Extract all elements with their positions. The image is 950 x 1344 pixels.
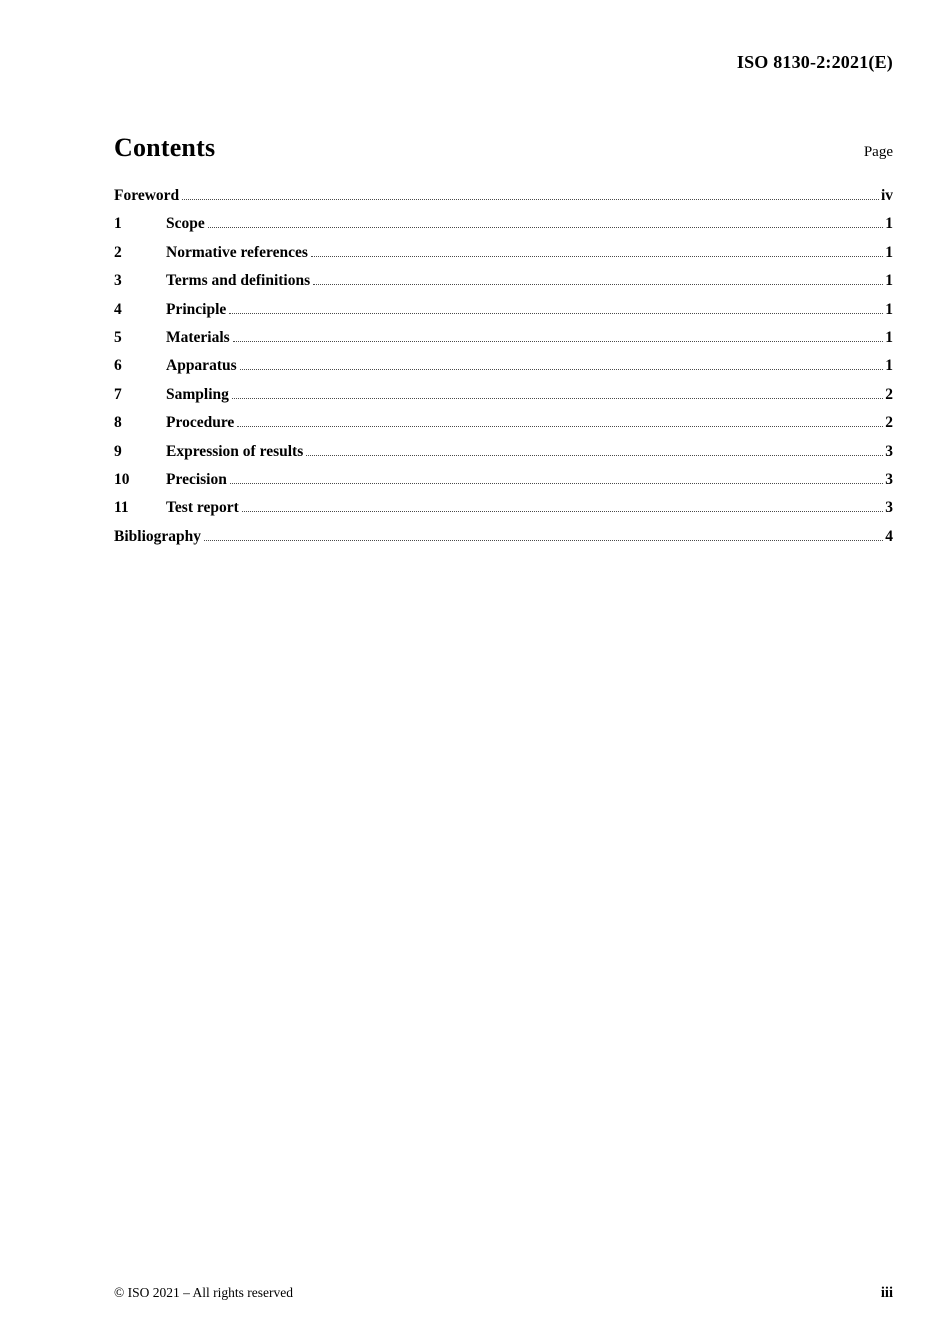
dot-leader [182,199,879,200]
dot-leader [232,398,883,399]
toc-entry-number: 1 [114,215,122,233]
toc-entry-sampling[interactable] [114,386,893,414]
toc-entry-number: 5 [114,328,122,346]
toc-entry-number: 4 [114,300,122,318]
dot-leader [208,227,884,228]
toc-entry-page: 2 [885,414,893,432]
toc-entry-scope[interactable] [114,215,893,243]
toc-entry-page: 1 [885,300,893,318]
toc-entry-bibliography[interactable] [114,528,893,556]
toc-entry-page: 1 [885,243,893,261]
dot-leader [240,369,884,370]
toc-entry-principle[interactable] [114,301,893,329]
toc-entry-materials[interactable] [114,329,893,357]
dot-leader [204,540,883,541]
document-footer [114,1285,893,1302]
copyright-notice: © ISO 2021 – All rights reserved [114,1285,293,1300]
dot-leader [230,483,883,484]
toc-entry-title: Apparatus [166,357,237,375]
toc-entry-title: Materials [166,328,230,346]
toc-entry-page: 1 [885,328,893,346]
contents-title: Contents [114,133,216,162]
toc-entry-number: 7 [114,385,122,403]
document-code-header: ISO 8130-2:2021(E) [736,52,893,72]
dot-leader [313,284,883,285]
toc-entry-title: Terms and definitions [166,272,311,290]
toc-entry-page: 4 [885,527,893,545]
dot-leader [229,313,883,314]
dot-leader [233,341,884,342]
folio-page-number: iii [880,1285,893,1301]
toc-entry-number: 3 [114,272,122,290]
toc-entry-normative-references[interactable] [114,244,893,272]
toc-entry-number: 6 [114,357,122,375]
toc-entry-title: Sampling [166,385,229,403]
toc-entry-title: Precision [166,470,227,488]
dot-leader [237,426,883,427]
toc-entry-page: 2 [885,385,893,403]
dot-leader [311,256,883,257]
toc-entry-expression-of-results[interactable] [114,443,893,471]
toc-entry-number: 2 [114,243,122,261]
toc-entry-title: Bibliography [114,527,201,545]
toc-entry-test-report[interactable] [114,499,893,527]
toc-entry-page: 3 [885,442,893,460]
contents-header-bar [114,133,893,163]
toc-entry-number: 8 [114,414,122,432]
toc-entry-page: 1 [885,272,893,290]
dot-leader [306,455,883,456]
toc-entry-apparatus[interactable] [114,357,893,385]
toc-entry-page: 3 [885,499,893,517]
toc-entry-terms-and-definitions[interactable] [114,272,893,300]
toc-entry-procedure[interactable] [114,414,893,442]
dot-leader [242,511,883,512]
toc-entry-page: 1 [885,357,893,375]
toc-entry-page: iv [880,187,893,204]
page-column-label: Page [863,144,893,160]
toc-entry-title: Expression of results [166,442,304,460]
toc-entry-page: 1 [885,215,893,233]
toc-entry-title: Procedure [166,414,235,432]
toc-entry-title: Scope [166,215,205,233]
toc-entry-page: 3 [885,470,893,488]
toc-entry-foreword[interactable] [114,187,893,215]
toc-entry-number: 11 [114,499,129,517]
toc-entry-precision[interactable] [114,471,893,499]
toc-entry-number: 10 [114,470,130,488]
toc-entry-title: Test report [166,499,239,517]
toc-list [114,187,893,556]
toc-entry-title: Foreword [114,187,180,204]
toc-entry-number: 9 [114,442,122,460]
toc-entry-title: Principle [166,300,227,318]
toc-entry-title: Normative references [166,243,308,261]
